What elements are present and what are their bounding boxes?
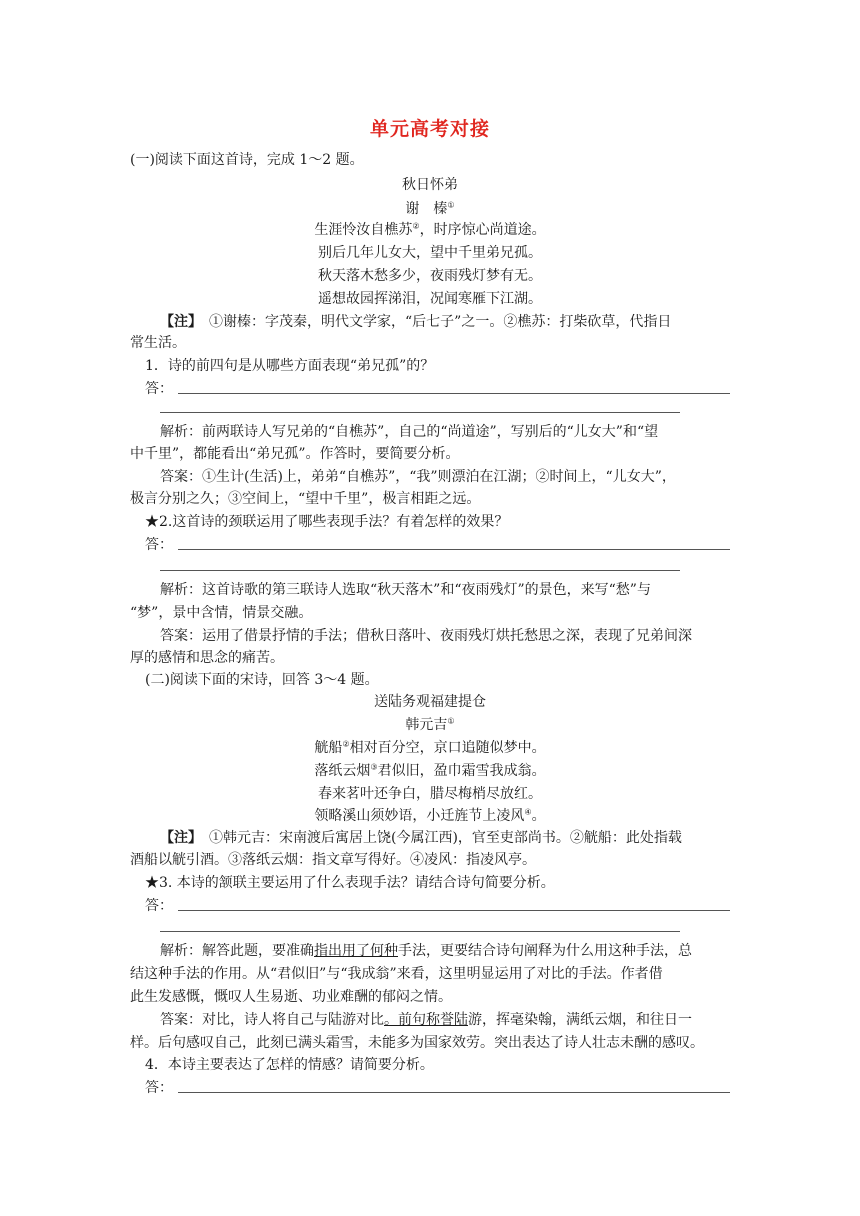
poem1-note-cont: 常生活。 bbox=[130, 335, 186, 351]
poem2-line-1: 觥船②相对百分空，京口追随似梦中。 bbox=[314, 739, 546, 756]
question-4: 4．本诗主要表达了怎样的情感？请简要分析。 bbox=[145, 1057, 434, 1073]
poem2-author: 韩元吉① bbox=[405, 716, 455, 733]
poem1-author: 谢 榛① bbox=[405, 200, 455, 217]
answer-label-4: 答： bbox=[145, 1080, 173, 1096]
q2-analysis-cont: “梦”，景中含情，情景交融。 bbox=[130, 605, 313, 621]
q1-analysis: 解析：前两联诗人写兄弟的“自樵苏”，自己的“尚道途”，写别后的“儿女大”和“望 bbox=[160, 424, 659, 440]
q2-answer: 答案：运用了借景抒情的手法；借秋日落叶、夜雨残灯烘托愁思之深，表现了兄弟间深 bbox=[160, 628, 692, 644]
answer-line-1a bbox=[178, 393, 730, 394]
q1-analysis-cont: 中千里”，都能看出“弟兄孤”。作答时，要简要分析。 bbox=[130, 446, 460, 462]
q2-analysis: 解析：这首诗歌的第三联诗人选取“秋天落木”和“夜雨残灯”的景色，来写“愁”与 bbox=[160, 582, 651, 598]
section2-intro: (二)阅读下面的宋诗，回答 3～4 题。 bbox=[145, 672, 379, 688]
answer-label-2: 答： bbox=[145, 537, 173, 553]
poem2-title: 送陆务观福建提仓 bbox=[374, 694, 486, 710]
question-3: ★3. 本诗的颔联主要运用了什么表现手法？请结合诗句简要分析。 bbox=[145, 875, 555, 891]
poem1-line-3: 秋天落木愁多少，夜雨残灯梦有无。 bbox=[318, 268, 542, 284]
q3-analysis-cont: 结这种手法的作用。从“君似旧”与“我成翁”来看，这里明显运用了对比的手法。作者借 bbox=[130, 966, 663, 982]
answer-line-4a bbox=[178, 1092, 730, 1093]
q1-answer-cont: 极言分别之久；③空间上，“望中千里”，极言相距之远。 bbox=[130, 491, 481, 507]
section1-intro: (一)阅读下面这首诗，完成 1～2 题。 bbox=[130, 152, 364, 168]
q1-answer: 答案：①生计(生活)上，弟弟“自樵苏”，“我”则漂泊在江湖；②时间上，“儿女大”， bbox=[160, 469, 676, 485]
answer-line-2a bbox=[178, 549, 730, 550]
q3-answer-cont: 样。后句感叹自己，此刻已满头霜雪，未能多为国家效劳。突出表达了诗人壮志未酬的感叹。 bbox=[130, 1035, 704, 1051]
page-title: 单元高考对接 bbox=[369, 118, 490, 140]
poem2-line-2: 落纸云烟③君似旧，盈巾霜雪我成翁。 bbox=[314, 762, 546, 779]
poem2-note: 【注】 ①韩元吉：宋南渡后寓居上饶(今属江西)，官至吏部尚书。②觥船：此处指载 bbox=[160, 830, 682, 846]
poem1-line-4: 遥想故园挥涕泪，况闻寒雁下江湖。 bbox=[318, 291, 542, 307]
answer-line-3b bbox=[160, 931, 680, 932]
poem1-title: 秋日怀弟 bbox=[402, 177, 458, 193]
poem2-line-3: 春来茗叶还争白，腊尽梅梢尽放红。 bbox=[318, 786, 542, 802]
question-2: ★2.这首诗的颈联运用了哪些表现手法？有着怎样的效果？ bbox=[145, 514, 509, 530]
question-1: 1．诗的前四句是从哪些方面表现“弟兄孤”的？ bbox=[145, 358, 435, 374]
poem1-line-1: 生涯怜汝自樵苏②，时序惊心尚道途。 bbox=[314, 221, 546, 238]
answer-label-3: 答： bbox=[145, 898, 173, 914]
poem2-line-4: 领略溪山须妙语，小迁旌节上凌风④。 bbox=[314, 807, 546, 824]
poem1-line-2: 别后几年儿女大，望中千里弟兄孤。 bbox=[318, 245, 542, 261]
poem1-note: 【注】 ①谢榛：字茂秦，明代文学家，“后七子”之一。②樵苏：打柴砍草，代指日 bbox=[160, 314, 672, 330]
q3-analysis-cont2: 此生发感慨，慨叹人生易逝、功业难酬的郁闷之情。 bbox=[130, 989, 452, 1005]
q2-answer-cont: 厚的感情和思念的痛苦。 bbox=[130, 650, 284, 666]
answer-line-2b bbox=[160, 570, 680, 571]
poem2-note-cont: 酒船以觥引酒。③落纸云烟：指文章写得好。④凌风：指凌风亭。 bbox=[130, 852, 536, 868]
q3-analysis: 解析：解答此题，要准确指出用了何种手法，更要结合诗句阐释为什么用这种手法，总 bbox=[160, 943, 692, 959]
q3-answer: 答案：对比，诗人将自己与陆游对比。前句称誉陆游，挥毫染翰，满纸云烟，和往日一 bbox=[160, 1012, 692, 1028]
answer-line-1b bbox=[160, 412, 680, 413]
answer-line-3a bbox=[178, 910, 730, 911]
answer-label-1: 答： bbox=[145, 381, 173, 397]
